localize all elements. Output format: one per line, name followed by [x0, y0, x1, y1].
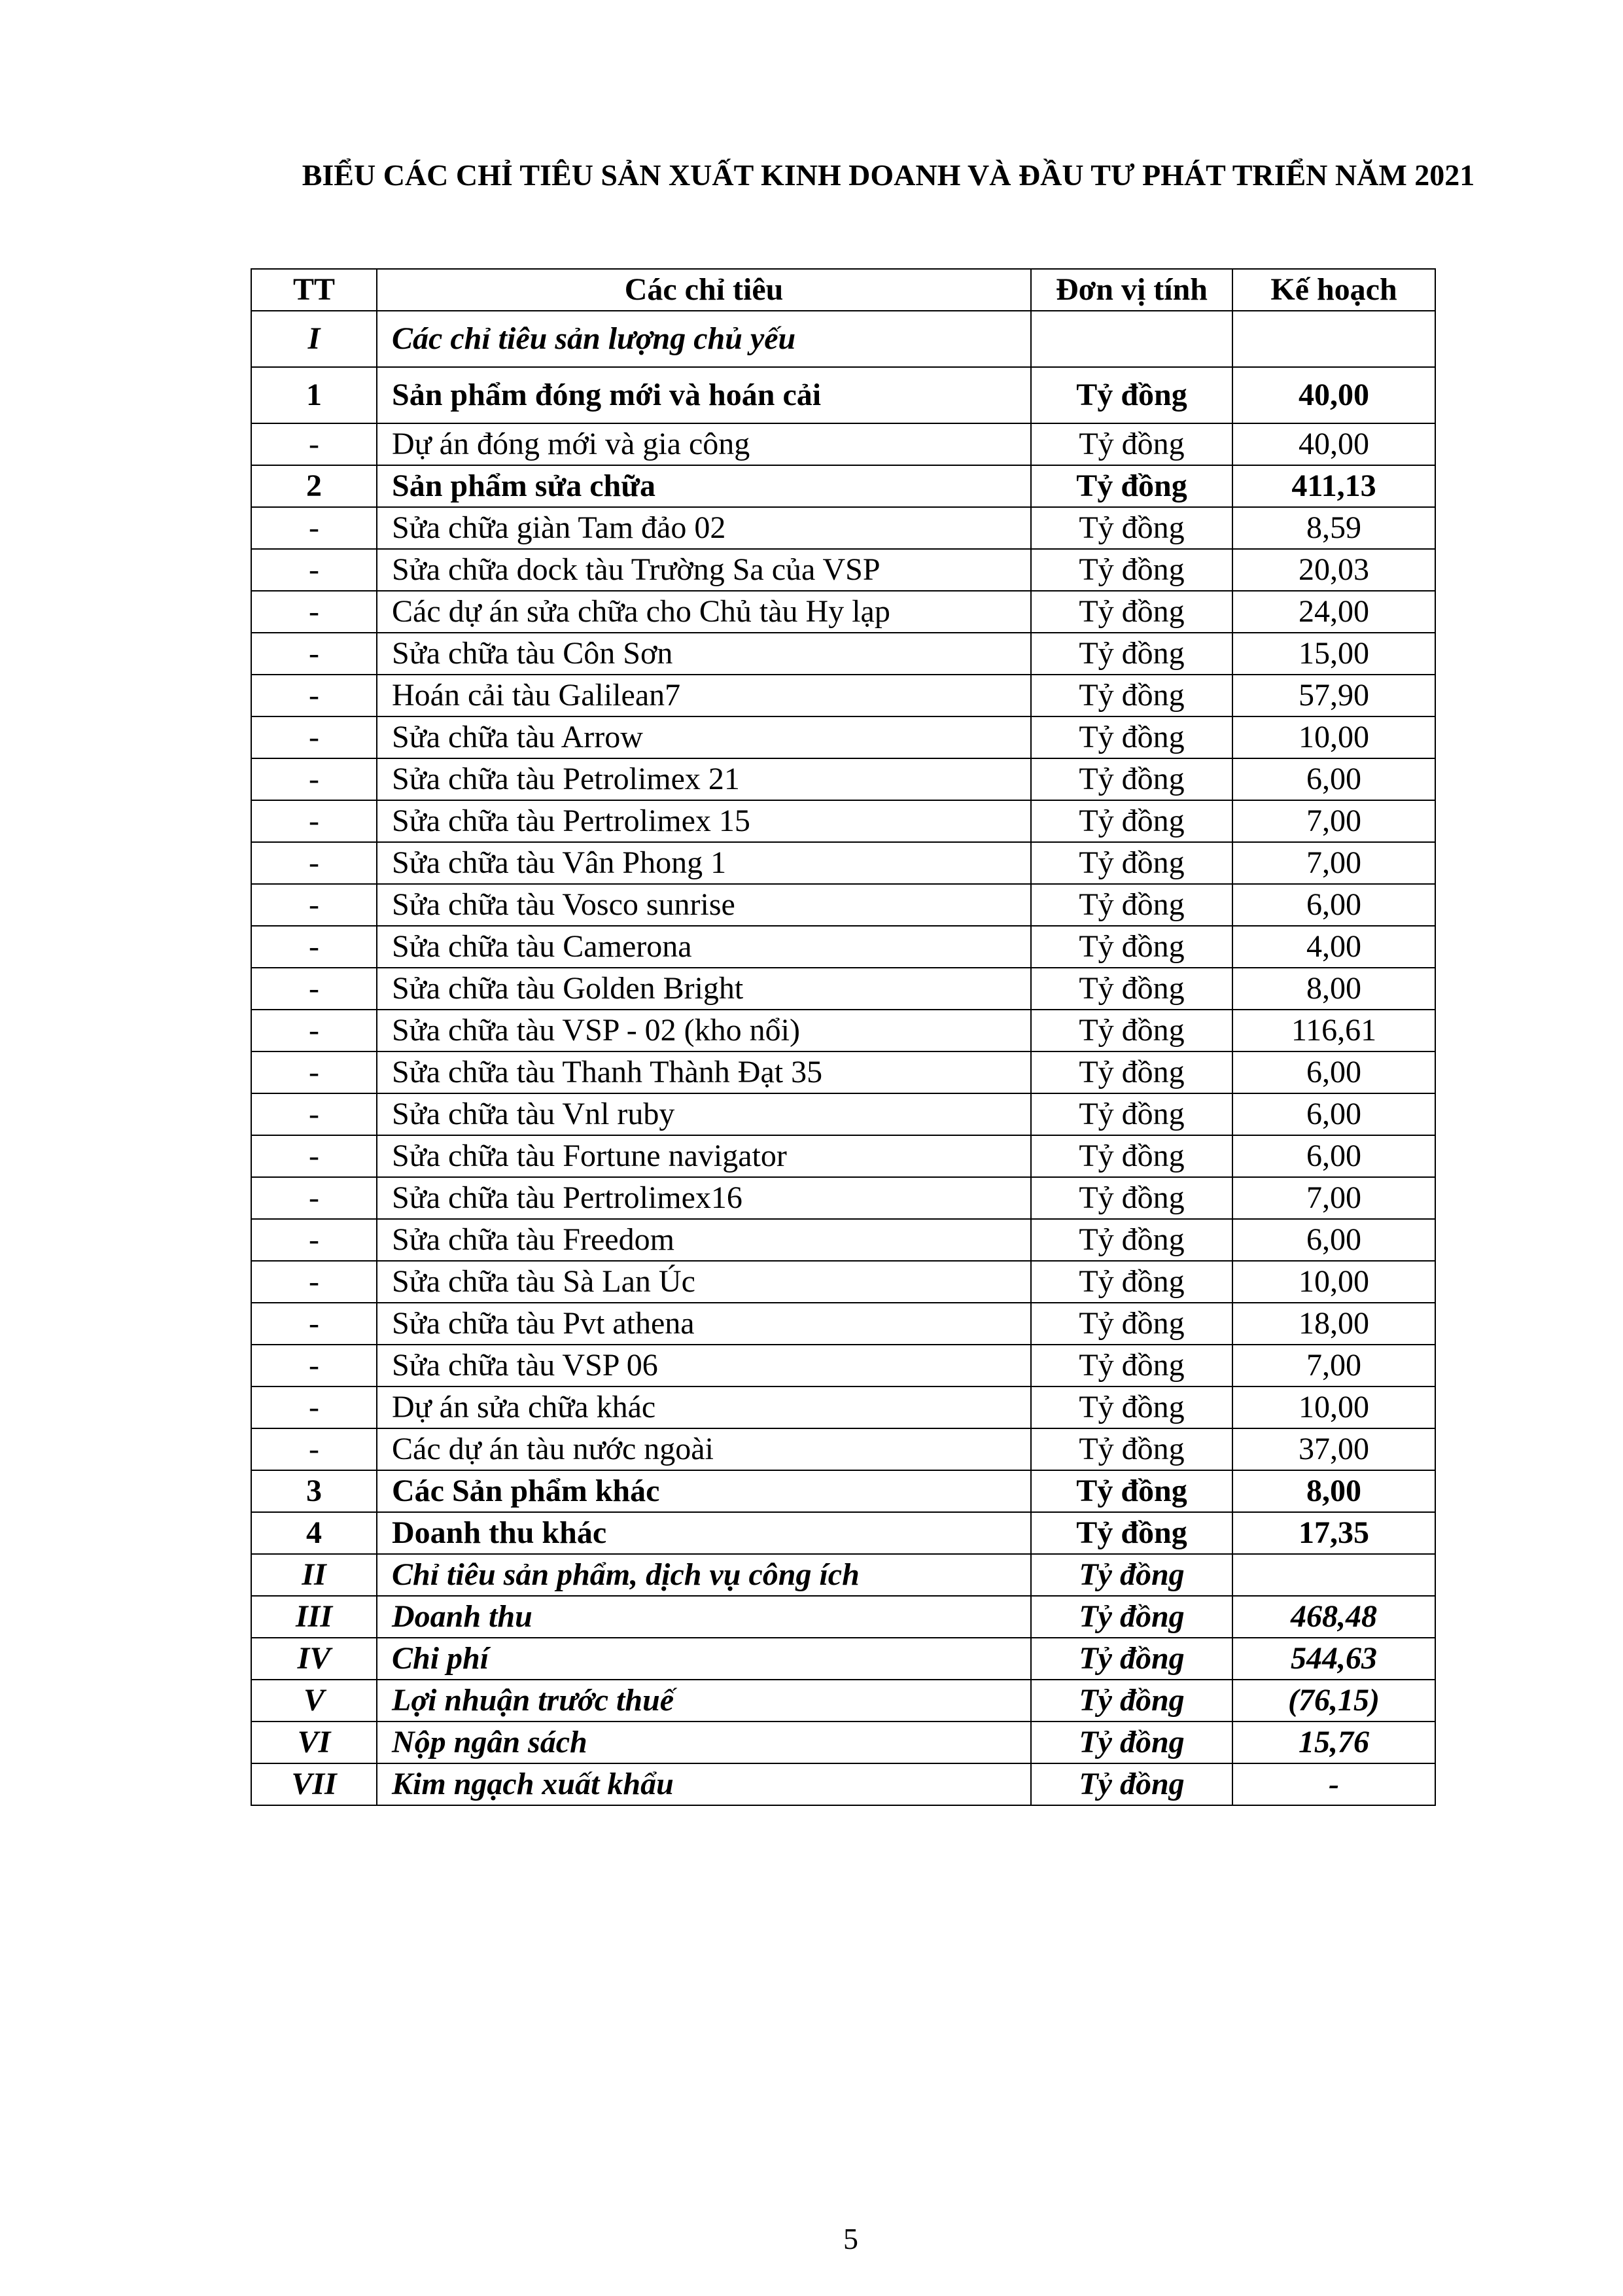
cell-unit: Tỷ đồng [1031, 968, 1232, 1010]
cell-name: Sửa chữa tàu Sà Lan Úc [377, 1261, 1031, 1303]
cell-unit: Tỷ đồng [1031, 1680, 1232, 1722]
cell-plan: 20,03 [1232, 549, 1435, 591]
cell-plan: 15,76 [1232, 1722, 1435, 1763]
table-row [251, 1093, 1435, 1135]
cell-plan: 10,00 [1232, 716, 1435, 758]
table-row [251, 926, 1435, 968]
cell-name: Chỉ tiêu sản phẩm, dịch vụ công ích [377, 1554, 1031, 1596]
table-row [251, 968, 1435, 1010]
cell-unit: Tỷ đồng [1031, 1051, 1232, 1093]
cell-plan: 468,48 [1232, 1596, 1435, 1638]
cell-name: Hoán cải tàu Galilean7 [377, 675, 1031, 716]
cell-tt: 3 [251, 1470, 377, 1512]
table-row [251, 1261, 1435, 1303]
cell-unit: Tỷ đồng [1031, 465, 1232, 507]
table-row [251, 842, 1435, 884]
table-row [251, 311, 1435, 367]
cell-plan: 4,00 [1232, 926, 1435, 968]
table-row [251, 1219, 1435, 1261]
table-row [251, 1470, 1435, 1512]
cell-tt: - [251, 1303, 377, 1345]
cell-plan: 8,00 [1232, 968, 1435, 1010]
cell-plan: (76,15) [1232, 1680, 1435, 1722]
cell-tt: - [251, 926, 377, 968]
cell-unit: Tỷ đồng [1031, 1428, 1232, 1470]
cell-tt: 1 [251, 367, 377, 423]
table-row [251, 716, 1435, 758]
table-row [251, 507, 1435, 549]
cell-unit: Tỷ đồng [1031, 1345, 1232, 1386]
cell-tt: - [251, 1093, 377, 1135]
cell-plan: 18,00 [1232, 1303, 1435, 1345]
cell-unit: Tỷ đồng [1031, 1093, 1232, 1135]
cell-tt: - [251, 1010, 377, 1051]
cell-tt: - [251, 842, 377, 884]
cell-plan: 10,00 [1232, 1386, 1435, 1428]
cell-plan: 17,35 [1232, 1512, 1435, 1554]
cell-name: Dự án sửa chữa khác [377, 1386, 1031, 1428]
cell-unit: Tỷ đồng [1031, 507, 1232, 549]
cell-name: Các chỉ tiêu sản lượng chủ yếu [377, 311, 1031, 367]
table-row [251, 1010, 1435, 1051]
cell-tt: III [251, 1596, 377, 1638]
cell-tt: 4 [251, 1512, 377, 1554]
table-row [251, 1386, 1435, 1428]
cell-name: Sản phẩm đóng mới và hoán cải [377, 367, 1031, 423]
header-name: Các chỉ tiêu [377, 269, 1031, 311]
cell-plan: 6,00 [1232, 1135, 1435, 1177]
cell-unit: Tỷ đồng [1031, 1135, 1232, 1177]
cell-plan: 40,00 [1232, 367, 1435, 423]
cell-name: Sửa chữa giàn Tam đảo 02 [377, 507, 1031, 549]
cell-unit: Tỷ đồng [1031, 1554, 1232, 1596]
table-row [251, 884, 1435, 926]
cell-plan: 411,13 [1232, 465, 1435, 507]
table-row [251, 1428, 1435, 1470]
table-row [251, 465, 1435, 507]
cell-plan: 6,00 [1232, 758, 1435, 800]
cell-tt: - [251, 633, 377, 675]
cell-name: Sửa chữa tàu Thanh Thành Đạt 35 [377, 1051, 1031, 1093]
cell-unit: Tỷ đồng [1031, 884, 1232, 926]
table-row [251, 1512, 1435, 1554]
cell-plan [1232, 1554, 1435, 1596]
table-row [251, 1638, 1435, 1680]
header-unit: Đơn vị tính [1031, 269, 1232, 311]
table-header-row [251, 269, 1435, 311]
cell-tt: - [251, 800, 377, 842]
indicators-table [251, 268, 1436, 1806]
cell-unit: Tỷ đồng [1031, 1303, 1232, 1345]
cell-name: Sửa chữa tàu Arrow [377, 716, 1031, 758]
cell-tt: VII [251, 1763, 377, 1805]
cell-plan: 544,63 [1232, 1638, 1435, 1680]
cell-tt: - [251, 968, 377, 1010]
page-title: BIỂU CÁC CHỈ TIÊU SẢN XUẤT KINH DOANH VÀ ĐẦU TƯ PHÁT TRIỂN NĂM 2021 [302, 158, 1475, 192]
table-row [251, 591, 1435, 633]
cell-unit [1031, 311, 1232, 367]
cell-tt: - [251, 549, 377, 591]
cell-tt: - [251, 1428, 377, 1470]
cell-tt: - [251, 884, 377, 926]
table-row [251, 367, 1435, 423]
cell-tt: I [251, 311, 377, 367]
cell-plan: 7,00 [1232, 1345, 1435, 1386]
cell-plan: 6,00 [1232, 1051, 1435, 1093]
cell-unit: Tỷ đồng [1031, 926, 1232, 968]
cell-plan: 7,00 [1232, 1177, 1435, 1219]
cell-tt: - [251, 675, 377, 716]
table-row [251, 675, 1435, 716]
cell-name: Sửa chữa tàu VSP 06 [377, 1345, 1031, 1386]
cell-tt: 2 [251, 465, 377, 507]
cell-tt: - [251, 423, 377, 465]
cell-plan: 6,00 [1232, 1219, 1435, 1261]
cell-unit: Tỷ đồng [1031, 1386, 1232, 1428]
cell-tt: - [251, 507, 377, 549]
cell-unit: Tỷ đồng [1031, 758, 1232, 800]
cell-unit: Tỷ đồng [1031, 1763, 1232, 1805]
cell-plan: 57,90 [1232, 675, 1435, 716]
cell-name: Sửa chữa tàu Pvt athena [377, 1303, 1031, 1345]
page-number: 5 [843, 2222, 858, 2255]
cell-plan: 15,00 [1232, 633, 1435, 675]
cell-name: Các dự án sửa chữa cho Chủ tàu Hy lạp [377, 591, 1031, 633]
table-row [251, 1135, 1435, 1177]
cell-unit: Tỷ đồng [1031, 591, 1232, 633]
cell-unit: Tỷ đồng [1031, 367, 1232, 423]
cell-tt: - [251, 1219, 377, 1261]
cell-plan: 10,00 [1232, 1261, 1435, 1303]
header-tt: TT [251, 269, 377, 311]
cell-unit: Tỷ đồng [1031, 842, 1232, 884]
cell-tt: - [251, 1261, 377, 1303]
cell-name: Sửa chữa tàu Vân Phong 1 [377, 842, 1031, 884]
cell-plan: 6,00 [1232, 1093, 1435, 1135]
cell-name: Sửa chữa tàu Camerona [377, 926, 1031, 968]
table-row [251, 1722, 1435, 1763]
cell-tt: IV [251, 1638, 377, 1680]
cell-name: Sửa chữa tàu Fortune navigator [377, 1135, 1031, 1177]
cell-name: Các dự án tàu nước ngoài [377, 1428, 1031, 1470]
table-row [251, 758, 1435, 800]
cell-name: Sửa chữa tàu Vosco sunrise [377, 884, 1031, 926]
cell-name: Lợi nhuận trước thuế [377, 1680, 1031, 1722]
cell-tt: - [251, 1386, 377, 1428]
cell-name: Kim ngạch xuất khẩu [377, 1763, 1031, 1805]
header-plan: Kế hoạch [1232, 269, 1435, 311]
table-row [251, 423, 1435, 465]
table-row [251, 1554, 1435, 1596]
cell-name: Doanh thu khác [377, 1512, 1031, 1554]
table-row [251, 1177, 1435, 1219]
cell-name: Dự án đóng mới và gia công [377, 423, 1031, 465]
cell-unit: Tỷ đồng [1031, 1219, 1232, 1261]
cell-unit: Tỷ đồng [1031, 1261, 1232, 1303]
cell-name: Sửa chữa tàu VSP - 02 (kho nổi) [377, 1010, 1031, 1051]
cell-unit: Tỷ đồng [1031, 423, 1232, 465]
cell-unit: Tỷ đồng [1031, 1638, 1232, 1680]
cell-unit: Tỷ đồng [1031, 1010, 1232, 1051]
cell-plan: 7,00 [1232, 842, 1435, 884]
cell-tt: V [251, 1680, 377, 1722]
cell-tt: VI [251, 1722, 377, 1763]
cell-unit: Tỷ đồng [1031, 1596, 1232, 1638]
cell-unit: Tỷ đồng [1031, 1512, 1232, 1554]
cell-plan: 37,00 [1232, 1428, 1435, 1470]
cell-plan: - [1232, 1763, 1435, 1805]
table-row [251, 1763, 1435, 1805]
cell-tt: - [251, 1051, 377, 1093]
table-row [251, 1303, 1435, 1345]
cell-unit: Tỷ đồng [1031, 1177, 1232, 1219]
cell-unit: Tỷ đồng [1031, 1722, 1232, 1763]
cell-unit: Tỷ đồng [1031, 716, 1232, 758]
cell-plan: 24,00 [1232, 591, 1435, 633]
table-row [251, 1051, 1435, 1093]
cell-plan: 6,00 [1232, 884, 1435, 926]
cell-tt: - [251, 1135, 377, 1177]
table-row [251, 1596, 1435, 1638]
cell-name: Nộp ngân sách [377, 1722, 1031, 1763]
cell-unit: Tỷ đồng [1031, 633, 1232, 675]
cell-tt: - [251, 758, 377, 800]
cell-tt: - [251, 1177, 377, 1219]
cell-unit: Tỷ đồng [1031, 675, 1232, 716]
cell-tt: II [251, 1554, 377, 1596]
cell-unit: Tỷ đồng [1031, 549, 1232, 591]
cell-plan: 8,59 [1232, 507, 1435, 549]
cell-plan [1232, 311, 1435, 367]
table-row [251, 549, 1435, 591]
table-row [251, 800, 1435, 842]
table-row [251, 1680, 1435, 1722]
cell-name: Sửa chữa tàu Côn Sơn [377, 633, 1031, 675]
cell-name: Chi phí [377, 1638, 1031, 1680]
cell-tt: - [251, 716, 377, 758]
cell-tt: - [251, 1345, 377, 1386]
cell-plan: 116,61 [1232, 1010, 1435, 1051]
cell-plan: 8,00 [1232, 1470, 1435, 1512]
cell-name: Sửa chữa dock tàu Trường Sa của VSP [377, 549, 1031, 591]
cell-tt: - [251, 591, 377, 633]
cell-name: Sửa chữa tàu Petrolimex 21 [377, 758, 1031, 800]
cell-unit: Tỷ đồng [1031, 1470, 1232, 1512]
cell-plan: 7,00 [1232, 800, 1435, 842]
cell-plan: 40,00 [1232, 423, 1435, 465]
cell-name: Sửa chữa tàu Vnl ruby [377, 1093, 1031, 1135]
cell-name: Sửa chữa tàu Golden Bright [377, 968, 1031, 1010]
cell-name: Sửa chữa tàu Freedom [377, 1219, 1031, 1261]
cell-unit: Tỷ đồng [1031, 800, 1232, 842]
cell-name: Các Sản phẩm khác [377, 1470, 1031, 1512]
cell-name: Sửa chữa tàu Pertrolimex16 [377, 1177, 1031, 1219]
table-row [251, 1345, 1435, 1386]
cell-name: Doanh thu [377, 1596, 1031, 1638]
cell-name: Sửa chữa tàu Pertrolimex 15 [377, 800, 1031, 842]
cell-name: Sản phẩm sửa chữa [377, 465, 1031, 507]
table-row [251, 633, 1435, 675]
